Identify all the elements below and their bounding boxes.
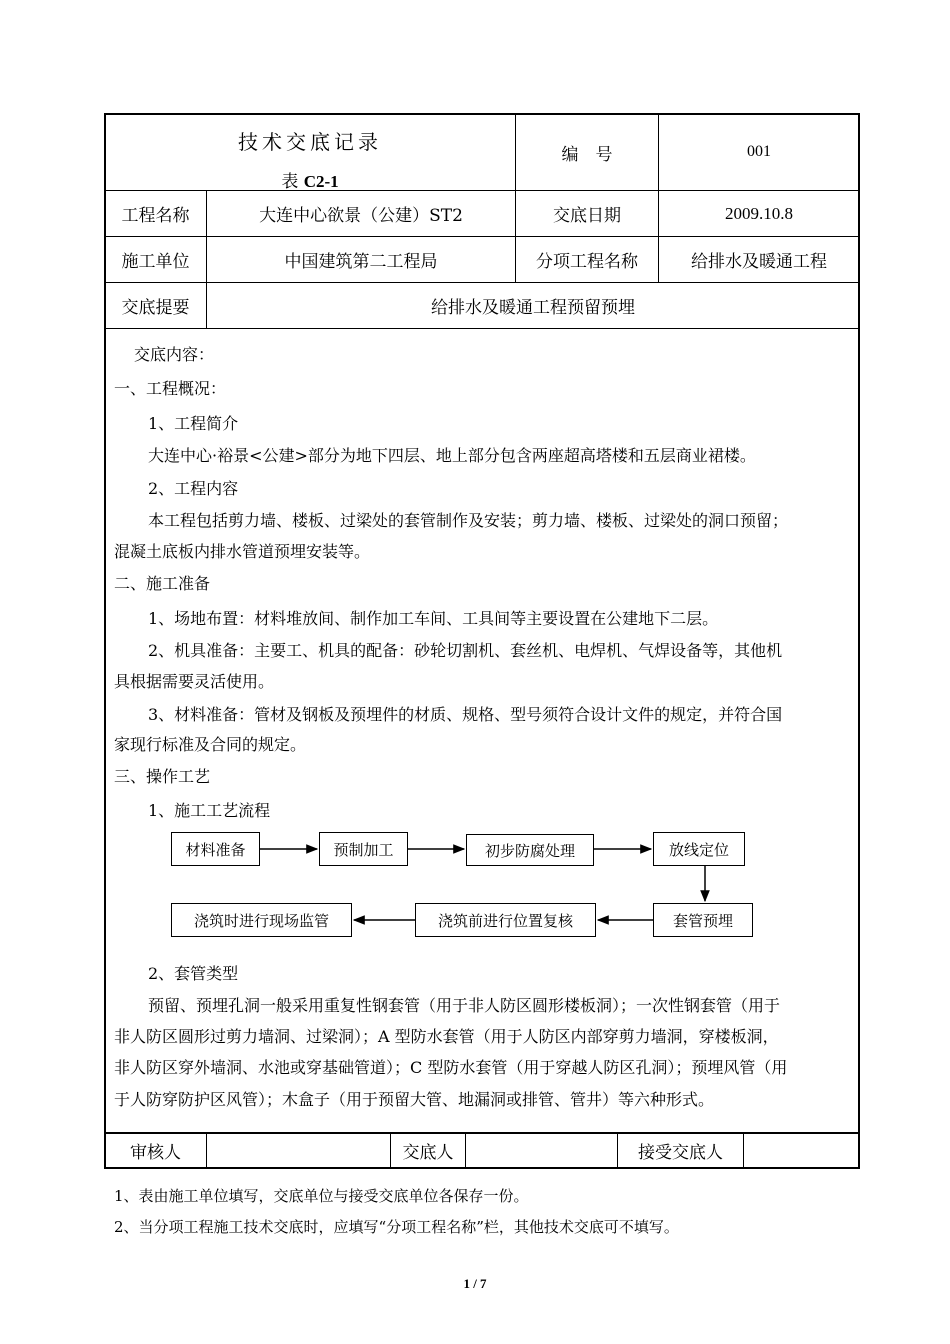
flow-step-anticorrosion: 初步防腐处理 <box>466 834 594 866</box>
subsection-title: 1、工程简介 <box>148 414 239 433</box>
paragraph-line: 3、材料准备：管材及钢板及预埋件的材质、规格、型号须符合设计文件的规定，并符合国 <box>148 705 783 724</box>
flow-step-position-check: 浇筑前进行位置复核 <box>415 903 596 937</box>
subitem-label: 分项工程名称 <box>536 252 638 272</box>
page-number: 1 / 7 <box>463 1276 487 1291</box>
footnote: 1、表由施工单位填写，交底单位与接受交底单位各保存一份。 <box>114 1187 529 1205</box>
form-code: 表 C2-1 <box>281 172 339 192</box>
section-title: 三、操作工艺 <box>114 767 211 786</box>
subitem-value: 给排水及暖通工程 <box>691 252 827 272</box>
section-title: 二、施工准备 <box>114 574 211 593</box>
receiver-label: 接受交底人 <box>638 1143 723 1163</box>
subsection-title: 2、套管类型 <box>148 964 239 983</box>
presenter-label: 交底人 <box>402 1143 454 1163</box>
summary-value: 给排水及暖通工程预留预埋 <box>431 298 635 318</box>
number-label: 编 号 <box>561 144 613 165</box>
content-heading: 交底内容： <box>134 345 215 364</box>
receiver-value[interactable] <box>744 1133 859 1168</box>
subsection-title: 1、施工工艺流程 <box>148 801 271 820</box>
flow-step-layout: 放线定位 <box>653 832 745 866</box>
reviewer-label: 审核人 <box>130 1143 181 1163</box>
reviewer-value[interactable] <box>207 1133 390 1168</box>
project-name-value: 大连中心欲景（公建）ST2 <box>259 206 463 226</box>
paragraph-line: 家现行标准及合同的规定。 <box>114 735 307 754</box>
summary-label: 交底提要 <box>121 298 190 318</box>
date-label: 交底日期 <box>553 206 621 226</box>
footnote: 2、当分项工程施工技术交底时，应填写“分项工程名称”栏，其他技术交底可不填写。 <box>114 1218 679 1236</box>
flow-step-prefab: 预制加工 <box>319 832 408 866</box>
flow-step-material-prep: 材料准备 <box>171 832 260 866</box>
date-value: 2009.10.8 <box>725 203 793 223</box>
paragraph-line: 预留、预埋孔洞一般采用重复性钢套管（用于非人防区圆形楼板洞）；一次性钢套管（用于 <box>148 996 781 1015</box>
paragraph-line: 大连中心·裕景<公建>部分为地下四层、地上部分包含两座超高塔楼和五层商业裙楼。 <box>148 446 756 465</box>
subsection-title: 2、工程内容 <box>148 479 239 498</box>
record-title: 技术交底记录 <box>238 130 382 154</box>
paragraph-line: 非人防区圆形过剪力墙洞、过梁洞）；A 型防水套管（用于人防区内部穿剪力墙洞，穿楼板洞， <box>114 1027 779 1046</box>
unit-label: 施工单位 <box>121 252 190 272</box>
paragraph-line: 具根据需要灵活使用。 <box>114 672 275 691</box>
paragraph-line: 非人防区穿外墙洞、水池或穿基础管道）；C 型防水套管（用于穿越人防区孔洞）；预埋风管（用 <box>114 1058 788 1077</box>
number-value: 001 <box>747 143 771 160</box>
flow-step-sleeve-embed: 套管预埋 <box>653 903 753 937</box>
project-name-label: 工程名称 <box>121 206 190 226</box>
paragraph-line: 2、机具准备：主要工、机具的配备：砂轮切割机、套丝机、电焊机、气焊设备等，其他机 <box>148 641 783 660</box>
paragraph-line: 混凝土底板内排水管道预埋安装等。 <box>114 542 371 561</box>
paragraph-line: 于人防穿防护区风管）；木盒子（用于预留大管、地漏洞或排管、管井）等六种形式。 <box>114 1090 715 1109</box>
paragraph-line: 本工程包括剪力墙、楼板、过梁处的套管制作及安装；剪力墙、楼板、过梁处的洞口预留； <box>148 511 789 530</box>
section-title: 一、工程概况： <box>114 379 227 398</box>
unit-value: 中国建筑第二工程局 <box>284 252 438 272</box>
presenter-value[interactable] <box>466 1133 617 1168</box>
paragraph-line: 1、场地布置：材料堆放间、制作加工车间、工具间等主要设置在公建地下二层。 <box>148 609 719 628</box>
flow-step-supervision: 浇筑时进行现场监管 <box>171 903 352 937</box>
